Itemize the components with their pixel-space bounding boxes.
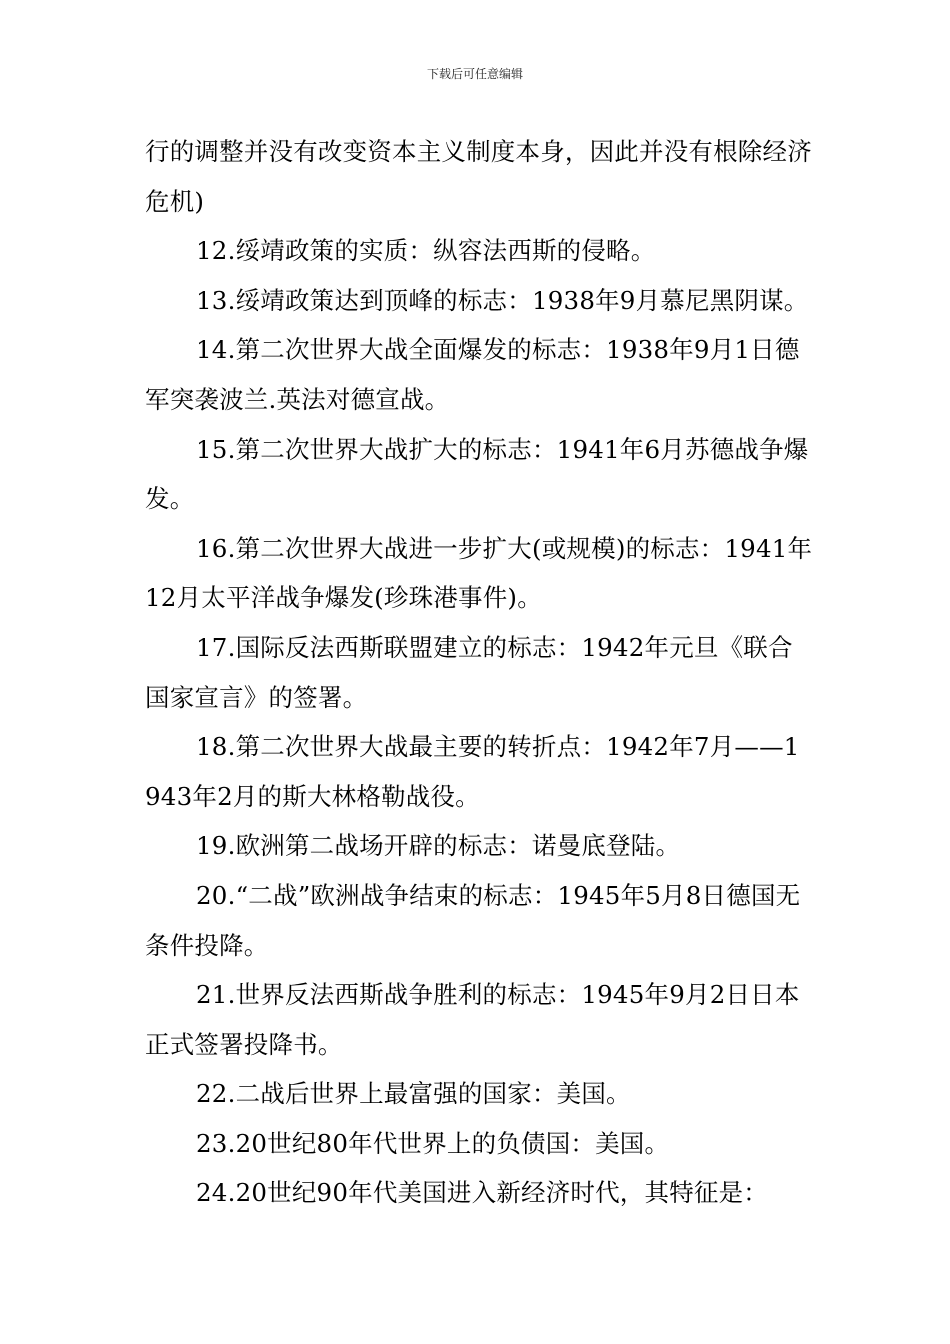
paragraph: 12.绥靖政策的实质：纵容法西斯的侵略。 [196,236,656,266]
paragraph: 20.“二战”欧洲战争结束的标志：1945年5月8日德国无条件投降。 [145,880,801,960]
paragraph: 21.世界反法西斯战争胜利的标志：1945年9月2日日本正式签署投降书。 [145,980,800,1059]
paragraph: 22.二战后世界上最富强的国家：美国。 [196,1079,631,1109]
paragraph: 23.20世纪80年代世界上的负债国：美国。 [196,1128,670,1158]
paragraph: 13.绥靖政策达到顶峰的标志：1938年9月慕尼黑阴谋。 [196,285,809,315]
paragraph: 15.第二次世界大战扩大的标志：1941年6月苏德战争爆发。 [145,434,809,514]
paragraph: 18.第二次世界大战最主要的转折点：1942年7月——1943年2月的斯大林格勒战役。 [145,732,800,811]
paragraph: 17.国际反法西斯联盟建立的标志：1942年元旦《联合国家宣言》的签署。 [145,632,793,712]
page-header: 下载后可任意编辑 [426,67,523,81]
paragraph: 14.第二次世界大战全面爆发的标志：1938年9月1日德军突袭波兰.英法对德宣战。 [145,335,800,414]
paragraph: 行的调整并没有改变资本主义制度本身，因此并没有根除经济危机) [145,137,812,216]
paragraph: 16.第二次世界大战进一步扩大(或规模)的标志：1941年12月太平洋战争爆发(珍珠港事件)。 [145,533,813,613]
paragraph: 19.欧洲第二战场开辟的标志：诺曼底登陆。 [196,831,681,861]
document-body [145,127,813,1218]
paragraph: 24.20世纪90年代美国进入新经济时代，其特征是： [196,1178,769,1208]
